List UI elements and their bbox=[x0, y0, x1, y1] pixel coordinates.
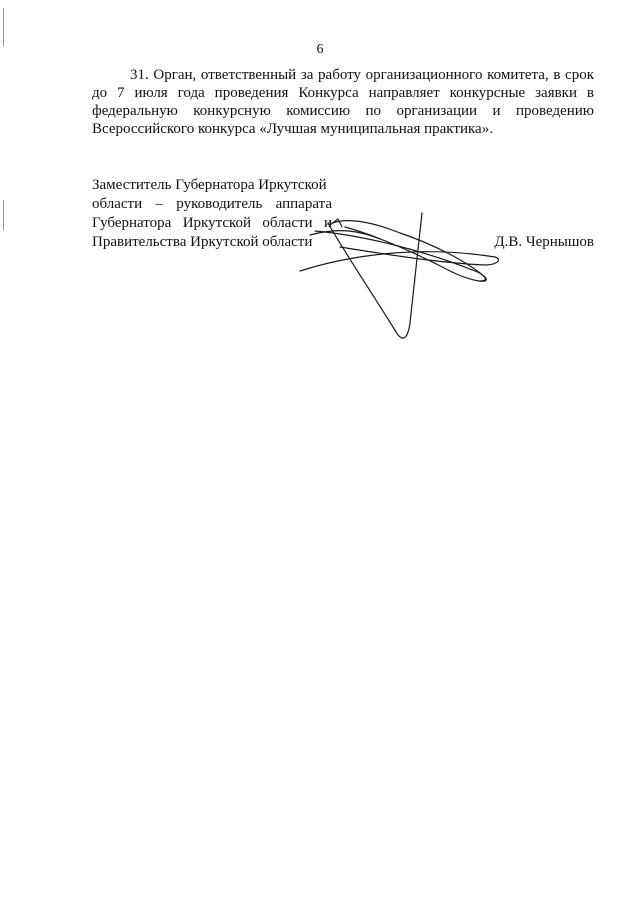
handwritten-signature bbox=[280, 205, 520, 345]
signatory-title-line: области – руководитель аппарата bbox=[92, 196, 332, 212]
signatory-title-line: Губернатора Иркутской области и bbox=[92, 215, 332, 231]
paragraph-line: Всероссийского конкурса «Лучшая муниципальная практика». bbox=[92, 121, 493, 137]
paragraph-31 bbox=[92, 66, 594, 138]
signatory-title-line: Заместитель Губернатора Иркутской bbox=[92, 177, 327, 193]
scan-edge-mark-top bbox=[3, 8, 4, 46]
signer-name: Д.В. Чернышов bbox=[494, 234, 594, 250]
paragraph-line: федеральную конкурсную комиссию по организации и проведению bbox=[92, 103, 594, 119]
paragraph-line: 31. Орган, ответственный за работу организационного комитета, в срок bbox=[130, 67, 594, 83]
paragraph-line: до 7 июля года проведения Конкурса направляет конкурсные заявки в bbox=[92, 85, 594, 101]
signatory-title-line: Правительства Иркутской области bbox=[92, 234, 313, 250]
scan-edge-mark-middle bbox=[3, 200, 4, 230]
page-number: 6 bbox=[316, 42, 324, 57]
